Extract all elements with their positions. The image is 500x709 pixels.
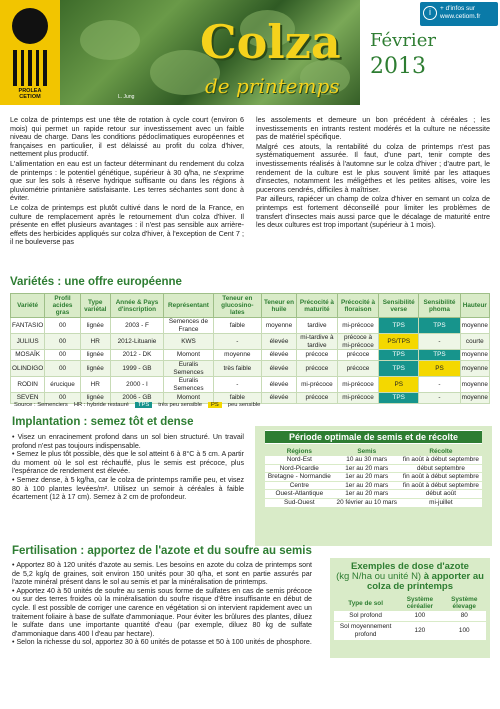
variety-cell: KWS bbox=[164, 334, 213, 350]
variety-cell: mi-précoce bbox=[337, 377, 378, 393]
variety-cell: érucique bbox=[45, 377, 81, 393]
variety-column-header: Teneur en huile bbox=[261, 294, 296, 318]
variety-cell: lignée bbox=[80, 350, 110, 361]
dose-cell: Sol profond bbox=[334, 611, 397, 622]
variety-column-header: Précocité à floraison bbox=[337, 294, 378, 318]
sowing-row bbox=[265, 498, 482, 507]
variety-cell: 00 bbox=[45, 334, 81, 350]
sowing-column-header: Régions bbox=[265, 447, 334, 456]
variety-cell: Euralis Semences bbox=[164, 377, 213, 393]
variety-column-header: Représentant bbox=[164, 294, 213, 318]
variety-cell: mi-précoce bbox=[297, 377, 338, 393]
variety-cell: moyenne bbox=[460, 350, 489, 361]
sowing-cell: début août bbox=[400, 490, 482, 499]
variety-cell: 2000 - I bbox=[110, 377, 164, 393]
variety-cell: lignée bbox=[80, 361, 110, 377]
variety-cell: TPS bbox=[379, 318, 419, 334]
implantation-text: • Visez un enracinement profond dans un sol bien structuré. Un travail profond n'est pas toujours indispensable. • Semez le plus tôt possible, dès que le sol atteint 6 à 8°C à 5 cm. A partir du moment où le sol est réchauffé, plus le semis est précoce, plus l'espérance de rendement est élevée. • Semez dense, à 5 kg/ha, car le colza de printemps ramifie peu, et visez 80 à 100 plantes levées/m². Utilisez un semoir à céréales à faible écartement (12 à 17 cm). Semez à 2 cm de profondeur. bbox=[12, 433, 244, 502]
variety-cell: précoce bbox=[297, 361, 338, 377]
variety-cell: PS bbox=[379, 377, 419, 393]
variety-cell: précoce bbox=[297, 350, 338, 361]
variety-column-header: Précocité à maturité bbox=[297, 294, 338, 318]
variety-cell: précoce à mi-précoce bbox=[337, 334, 378, 350]
variety-cell: mi-précoce bbox=[337, 318, 378, 334]
variety-cell: TPS bbox=[419, 318, 460, 334]
dose-heading-2: à apporter au colza de printemps bbox=[366, 571, 484, 592]
sowing-cell: 1er au 20 mars bbox=[334, 464, 400, 473]
variety-cell: 2012 - DK bbox=[110, 350, 164, 361]
variety-cell: - bbox=[213, 334, 261, 350]
variety-cell: 2006 - GB bbox=[110, 393, 164, 404]
varieties-heading: Variétés : une offre européenne bbox=[10, 276, 182, 288]
variety-cell: 00 bbox=[45, 350, 81, 361]
variety-cell: 00 bbox=[45, 318, 81, 334]
variety-column-header: Sensibilité verse bbox=[379, 294, 419, 318]
variety-column-header: Sensibilité phoma bbox=[419, 294, 460, 318]
sowing-cell: 1er au 20 mars bbox=[334, 490, 400, 499]
variety-column-header: Variété bbox=[11, 294, 45, 318]
variety-cell: OLINDIGO bbox=[11, 361, 45, 377]
variety-cell: TPS bbox=[379, 350, 419, 361]
variety-row bbox=[11, 377, 490, 393]
variety-column-header: Hauteur bbox=[460, 294, 489, 318]
variety-cell: élevée bbox=[261, 334, 296, 350]
variety-cell: mi-précoce bbox=[337, 393, 378, 404]
variety-column-header: Profil acides gras bbox=[45, 294, 81, 318]
variety-cell: Euralis Semences bbox=[164, 361, 213, 377]
sowing-heading: Période optimale de semis et de récolte bbox=[265, 430, 482, 444]
dose-heading: Exemples de dose d'azote bbox=[351, 561, 469, 572]
variety-cell: tardive bbox=[297, 318, 338, 334]
variety-cell: mi-tardive à tardive bbox=[297, 334, 338, 350]
sowing-cell: Sud-Ouest bbox=[265, 498, 334, 507]
sowing-cell: 1er au 20 mars bbox=[334, 473, 400, 482]
sowing-cell: fin août à début septembre bbox=[400, 473, 482, 482]
intro-column-left: Le colza de printemps est une tête de rotation à cycle court (environ 6 mois) qui permet un rapide retour sur investissement avec un faible niveau de charge. Dans les conditions pédoclimatiques européennes et françaises en particulier, il est délaissé au profit du colza d'hiver, nettement plus productif. L'alimentation en eau est un facteur déterminant du rendement du colza de printemps : le potentiel génétique, supérieur à 30 q/ha, ne s'exprime que sur les sols à réserve hydrique suffisante ou dans les régions à pluviométrie printanière satisfaisante. Les terres séchantes sont donc à éviter. Le colza de printemps est plutôt cultivé dans le nord de la France, en culture de remplacement après le retournement d'un colza d'hiver. Il présente en effet plusieurs avantages : il n'est pas sensible aux arrière-effets des herbicides appliqués sur colza d'hiver, à l'exception de Cent 7 ; il ne bouleverse pas bbox=[10, 115, 244, 247]
fertilisation-text: • Apportez 80 à 120 unités d'azote au semis. Les besoins en azote du colza de printemps sont de 5,2 kg/q de graines, soit environ 150 unités pour 30 q/ha, et sont en partie assurés par l'azote minéral présent dans le sol au semis et par la minéralisation de printemps. • Apportez 40 à 50 unités de soufre au semis sous forme de sulfates en cas de semis précoce ou sur des terres froides où la minéralisation du soufre risque d'être insuffisante en début de cycle. Il est possible de corriger une carence en végétation si on intervient rapidement avec un traitement foliaire à base de sulfate d'ammoniaque. Pour éviter les brûlures des plantes, diluez le sulfate dans une importante quantité d'eau (par exemple, diluez 80 kg de sulfate d'ammoniaque dans 400 l d'eau par hectare). • Selon la richesse du sol, apportez 30 à 60 unités de potasse et 50 à 100 unités de phosphore. bbox=[12, 561, 312, 647]
nitrogen-dose-box bbox=[330, 558, 490, 658]
variety-cell: SEVEN bbox=[11, 393, 45, 404]
variety-cell: élevée bbox=[261, 361, 296, 377]
dose-cell: Sol moyennement profond bbox=[334, 622, 397, 641]
variety-cell: précoce bbox=[337, 350, 378, 361]
variety-cell: Momont bbox=[164, 393, 213, 404]
sowing-cell: Bretagne - Normandie bbox=[265, 473, 334, 482]
ps-swatch: PS bbox=[208, 402, 222, 408]
variety-cell: faible bbox=[213, 393, 261, 404]
variety-cell: élevée bbox=[261, 393, 296, 404]
variety-cell: 2003 - F bbox=[110, 318, 164, 334]
variety-cell: Momont bbox=[164, 350, 213, 361]
variety-cell: 00 bbox=[45, 361, 81, 377]
dose-column-header: Système élevage bbox=[442, 595, 486, 611]
sowing-cell: fin août à début septembre bbox=[400, 456, 482, 464]
issue-month: Février bbox=[370, 30, 436, 51]
variety-cell: MOSAÏK bbox=[11, 350, 45, 361]
variety-cell: moyenne bbox=[261, 318, 296, 334]
sowing-cell: Nord-Est bbox=[265, 456, 334, 464]
variety-row bbox=[11, 318, 490, 334]
page-header bbox=[0, 0, 500, 105]
sowing-cell: début septembre bbox=[400, 464, 482, 473]
variety-cell: PS/TPS bbox=[379, 334, 419, 350]
variety-cell: précoce bbox=[297, 393, 338, 404]
sowing-cell: 10 au 30 mars bbox=[334, 456, 400, 464]
variety-row bbox=[11, 350, 490, 361]
dose-row bbox=[334, 622, 486, 641]
issue-year: 2013 bbox=[370, 54, 426, 79]
variety-cell: moyenne bbox=[460, 361, 489, 377]
variety-cell: TPS bbox=[379, 393, 419, 404]
page-title: Colza bbox=[200, 15, 341, 69]
sowing-cell: Nord-Picardie bbox=[265, 464, 334, 473]
info-link[interactable]: i + d'infos sur www.cetiom.fr bbox=[420, 2, 498, 26]
variety-cell: - bbox=[419, 377, 460, 393]
varieties-legend: Source : Semenciers HR : hybride restauré TPS très peu sensible PS peu sensible bbox=[14, 402, 261, 408]
dose-cell: 80 bbox=[442, 611, 486, 622]
sowing-row bbox=[265, 481, 482, 490]
dose-cell: 120 bbox=[397, 622, 442, 641]
sowing-cell: fin août à début septembre bbox=[400, 481, 482, 490]
implantation-heading: Implantation : semez tôt et dense bbox=[12, 416, 194, 428]
sowing-column-header: Récolte bbox=[400, 447, 482, 456]
info-icon: i bbox=[423, 6, 437, 20]
variety-column-header: Année & Pays d'inscription bbox=[110, 294, 164, 318]
intro-text bbox=[10, 116, 490, 248]
intro-column-right: les assolements et demeure un bon précédent à céréales ; les investissements en intrants restent modérés et la culture ne nécessite pas de matériel spécifique. Malgré ces atouts, la rentabilité du colza de printemps n'est pas systématiquement assurée. Il faut, d'une part, tenir compte des investissements réalisés à l'automne sur le colza d'hiver ; d'autre part, le rendement de la culture est le plus souvent limité par les attaques d'insectes, notamment les méligèthes et les petites altises, voire les pucerons cendrés, difficiles à maîtriser. Par ailleurs, rapiécer un champ de colza d'hiver en semant un colza de printemps est fortement déconseillé pour limiter les problèmes de transfert d'insectes mais aussi parce que le décalage de maturité entre les deux cultures est trop important (supérieur à 1 mois). bbox=[256, 115, 490, 230]
variety-cell: moyenne bbox=[460, 393, 489, 404]
variety-cell: TPS bbox=[419, 350, 460, 361]
sowing-cell: Centre bbox=[265, 481, 334, 490]
variety-cell: TPS bbox=[379, 361, 419, 377]
page-subtitle: de printemps bbox=[205, 74, 340, 98]
fertilisation-heading: Fertilisation : apportez de l'azote et du soufre au semis bbox=[12, 545, 312, 557]
variety-cell: précoce bbox=[337, 361, 378, 377]
variety-cell: - bbox=[213, 377, 261, 393]
variety-cell: JULIUS bbox=[11, 334, 45, 350]
variety-cell: très faible bbox=[213, 361, 261, 377]
dose-column-header: Type de sol bbox=[334, 595, 397, 611]
dose-unit: (kg N/ha ou unité N) bbox=[336, 571, 422, 582]
variety-cell: HR bbox=[80, 377, 110, 393]
sowing-column-header: Semis bbox=[334, 447, 400, 456]
sowing-row bbox=[265, 490, 482, 499]
photo-credit: L. Jung bbox=[118, 94, 135, 100]
variety-column-header: Type variétal bbox=[80, 294, 110, 318]
variety-cell: Semences de France bbox=[164, 318, 213, 334]
sowing-row bbox=[265, 464, 482, 473]
dose-cell: 100 bbox=[397, 611, 442, 622]
variety-row bbox=[11, 334, 490, 350]
variety-cell: 00 bbox=[45, 393, 81, 404]
dose-column-header: Système céréalier bbox=[397, 595, 442, 611]
variety-cell: FANTASIO bbox=[11, 318, 45, 334]
variety-cell: lignée bbox=[80, 393, 110, 404]
variety-cell: moyenne bbox=[213, 350, 261, 361]
variety-cell: faible bbox=[213, 318, 261, 334]
variety-cell: - bbox=[419, 334, 460, 350]
variety-cell: HR bbox=[80, 334, 110, 350]
variety-cell: élevée bbox=[261, 350, 296, 361]
dose-cell: 100 bbox=[442, 622, 486, 641]
variety-cell: moyenne bbox=[460, 377, 489, 393]
tps-swatch: TPS bbox=[135, 402, 152, 408]
variety-row bbox=[11, 361, 490, 377]
sowing-cell: mi-juillet bbox=[400, 498, 482, 507]
variety-cell: PS bbox=[419, 361, 460, 377]
variety-cell: courte bbox=[460, 334, 489, 350]
dose-table bbox=[334, 595, 486, 641]
variety-cell: 1999 - GB bbox=[110, 361, 164, 377]
logo: PROLEA CETIOM bbox=[0, 0, 60, 105]
dose-row bbox=[334, 611, 486, 622]
sowing-row bbox=[265, 456, 482, 464]
sowing-cell: Ouest-Atlantique bbox=[265, 490, 334, 499]
variety-cell: lignée bbox=[80, 318, 110, 334]
sowing-cell: 1er au 20 mars bbox=[334, 481, 400, 490]
sowing-cell: 20 février au 10 mars bbox=[334, 498, 400, 507]
sowing-table bbox=[265, 447, 482, 508]
sowing-row bbox=[265, 473, 482, 482]
variety-cell: élevée bbox=[261, 377, 296, 393]
variety-cell: - bbox=[419, 393, 460, 404]
variety-cell: 2012-Lituanie bbox=[110, 334, 164, 350]
sowing-box bbox=[255, 426, 492, 546]
varieties-table bbox=[10, 293, 490, 404]
variety-cell: moyenne bbox=[460, 318, 489, 334]
variety-cell: RODIN bbox=[11, 377, 45, 393]
variety-column-header: Teneur en glucosino-lates bbox=[213, 294, 261, 318]
